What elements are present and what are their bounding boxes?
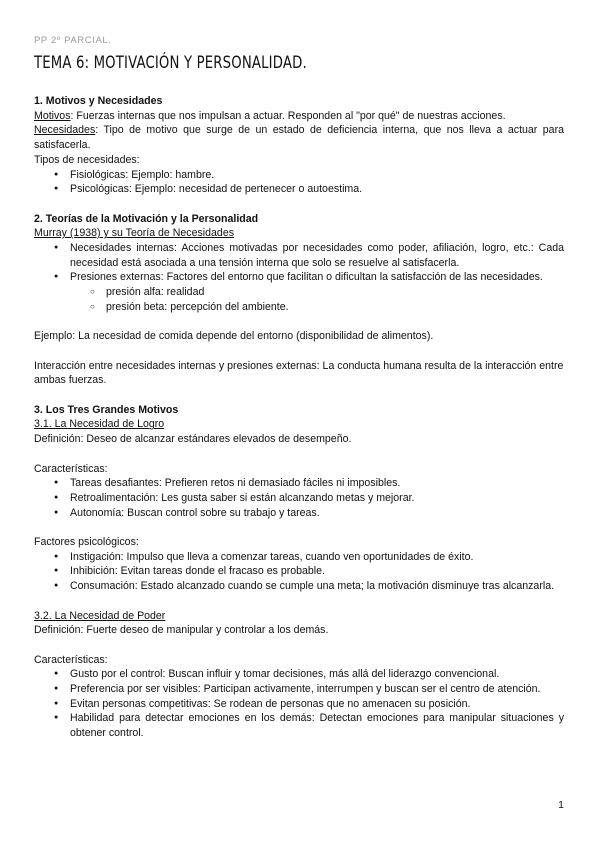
motivos-definition xyxy=(34,109,564,124)
list-item: ● Inhibición: Evitan tareas donde el fracaso es probable. xyxy=(34,564,564,579)
list-item: ● Consumación: Estado alcanzado cuando se cumple una meta; la motivación disminuye tras alcanzarla. xyxy=(34,579,564,594)
list-item: ● Habilidad para detectar emociones en los demás: Detectan emociones para manipular situaciones y obtener control. xyxy=(34,711,564,740)
sub-list-item: ○ presión beta: percepción del ambiente. xyxy=(34,300,564,315)
murray-list xyxy=(34,241,564,285)
document-page xyxy=(34,34,564,741)
poder-caracteristicas-label: Características: xyxy=(34,653,108,666)
necesidades-text: : Tipo de motivo que surge de un estado de deficiencia interna, que nos lleva a actuar para satisfacerla. xyxy=(34,124,564,152)
tipos-label: Tipos de necesidades: xyxy=(34,153,140,166)
logro-definicion: Definición: Deseo de alcanzar estándares elevados de desempeño. xyxy=(34,433,352,446)
necesidades-term: Necesidades xyxy=(34,124,96,137)
list-item: ● Tareas desafiantes: Prefieren retos ni demasiado fáciles ni imposibles. xyxy=(34,476,564,491)
logro-caracteristicas-list xyxy=(34,476,564,520)
sub-list-item: ○ presión alfa: realidad xyxy=(34,285,564,300)
logro-caracteristicas-label: Características: xyxy=(34,462,108,475)
poder-definicion: Definición: Fuerte deseo de manipular y controlar a los demás. xyxy=(34,624,329,637)
list-item: ● Evitan personas competitivas: Se rodean de personas que no amenacen su posición. xyxy=(34,697,564,712)
section-2-subtitle: Murray (1938) y su Teoría de Necesidades xyxy=(34,227,235,240)
motivos-term: Motivos xyxy=(34,109,71,122)
list-item: ● Psicológicas: Ejemplo: necesidad de pertenecer o autoestima. xyxy=(34,182,564,197)
list-item: ● Gusto por el control: Buscan influir y tomar decisiones, más allá del liderazgo convencional. xyxy=(34,667,564,682)
logro-factores-list xyxy=(34,550,564,594)
poder-subtitle: 3.2. La Necesidad de Poder xyxy=(34,609,166,622)
list-item: ● Preferencia por ser visibles: Participan activamente, interrumpen y buscan ser el centro de atención. xyxy=(34,682,564,697)
logro-factores-label: Factores psicológicos: xyxy=(34,536,139,548)
interaccion-paragraph: Interacción entre necesidades internas y presiones externas: La conducta humana resulta de la interacción entre ambas fuerzas. xyxy=(34,359,564,387)
tipos-list xyxy=(34,168,564,197)
necesidades-definition xyxy=(34,123,564,152)
section-2-heading: 2. Teorías de la Motivación y la Personalidad xyxy=(34,212,259,225)
list-item: ● Necesidades internas: Acciones motivadas por necesidades como poder, afiliación, logro, etc.: Cada necesidad está asociada a una tensión interna que solo se resuelve al satisfacerla. xyxy=(34,241,564,270)
motivos-text: : Fuerzas internas que nos impulsan a actuar. Responden al "por qué" de nuestras acciones. xyxy=(70,109,506,122)
logro-subtitle: 3.1. La Necesidad de Logro xyxy=(34,418,165,431)
ejemplo-paragraph: Ejemplo: La necesidad de comida depende del entorno (disponibilidad de alimentos). xyxy=(34,330,434,343)
list-item: ● Presiones externas: Factores del entorno que facilitan o dificultan la satisfacción de las necesidades. xyxy=(34,270,564,285)
section-3-heading: 3. Los Tres Grandes Motivos xyxy=(34,403,179,416)
list-item: ● Fisiológicas: Ejemplo: hambre. xyxy=(34,168,564,183)
list-item: ● Retroalimentación: Les gusta saber si están alcanzando metas y mejorar. xyxy=(34,491,564,506)
section-1 xyxy=(34,94,564,741)
presiones-sublist xyxy=(34,285,564,314)
section-1-heading: 1. Motivos y Necesidades xyxy=(34,95,163,107)
document-title: TEMA 6: MOTIVACIÓN Y PERSONALIDAD. xyxy=(34,53,307,73)
list-item: ● Instigación: Impulso que lleva a comenzar tareas, cuando ven oportunidades de éxito. xyxy=(34,550,564,565)
page-number: 1 xyxy=(558,799,564,811)
poder-caracteristicas-list xyxy=(34,667,564,741)
list-item: ● Autonomía: Buscan control sobre su trabajo y tareas. xyxy=(34,506,564,521)
page-header: PP 2º PARCIAL. xyxy=(34,35,112,46)
